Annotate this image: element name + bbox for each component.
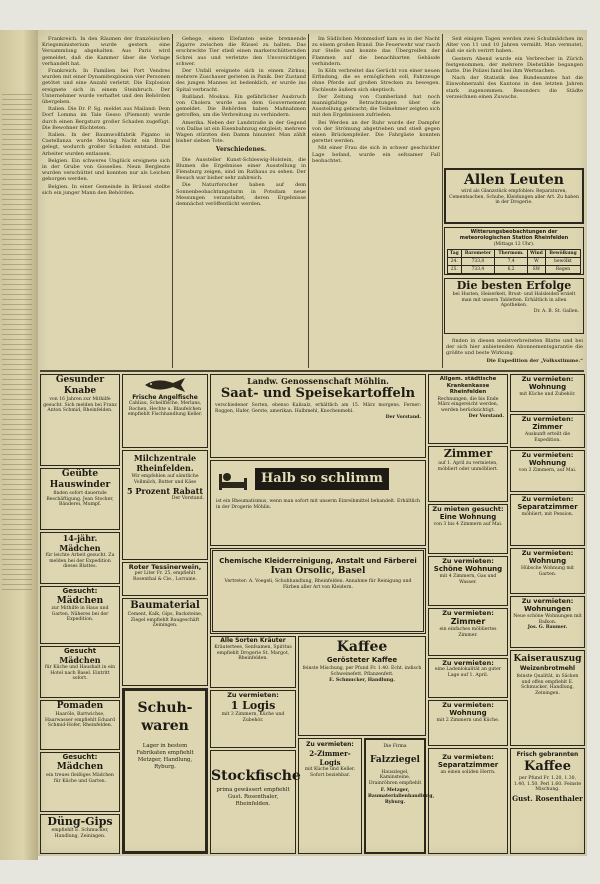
ad-wohnung: [428, 556, 508, 606]
news-paragraph: Der Zeitung von Cumberland hat noch mannigfaltige Betrachtungen über die Ausstellung gebracht; die Teilnehmer zeigten sich mit den Ergebnissen zufrieden.: [312, 93, 440, 119]
weather-grid: [447, 249, 581, 274]
ad-subtitle: Separatzimmer: [517, 503, 578, 511]
ad-body: Hübsche Wohnung mit Garten.: [520, 566, 575, 577]
ad-angelfische: [122, 374, 208, 448]
ad-title: Zu vermieten:: [521, 415, 574, 423]
ad-body: feinste Qualität, in Säcken und offen empfiehlt E. Schmucker, Handlung, Zeiningen.: [516, 674, 579, 696]
ad-body: Auskunft erteilt die Expedition.: [524, 432, 571, 443]
news-column-2: [176, 36, 306, 374]
ad-title: Allgem. städtische Krankenkasse Rheinfelden: [439, 376, 497, 396]
ad-body: zur Mithilfe in Haus und Garten. Näheres bei der Expedition.: [51, 606, 109, 623]
ad-title: Zu vermieten:: [521, 549, 574, 557]
ad-title: Stockfische: [211, 768, 301, 784]
ad-body: Lager in bestem Fabrikaten empfiehlt Metzger, Handlung, Ryburg.: [136, 743, 194, 770]
ad-kaiserauszug: [510, 650, 585, 746]
ad-subtitle: Zimmer: [532, 423, 563, 431]
ad-body: für Küche und Haushalt in ein Hotel nach Basel. Eintritt sofort.: [44, 665, 116, 682]
ad-duengips: [40, 814, 120, 854]
section-rule: [40, 370, 584, 372]
ad-baumaterial: [122, 598, 208, 686]
ad-milchzentrale: [122, 450, 208, 560]
ad-kaffee: [298, 636, 426, 736]
ad-beste-erfolge: [444, 278, 584, 334]
column-rule: [172, 34, 173, 368]
ad-subtitle: 2-Zimmer-Logis: [309, 749, 351, 767]
ad-title: Alle Sorten Kräuter: [220, 637, 286, 644]
ad-sign: Der Vorstand.: [385, 415, 421, 421]
ad-body: möbliert, mit Pension.: [521, 512, 574, 517]
weather-cell: 733,8: [461, 257, 495, 265]
ad-wohnung-2: [428, 700, 508, 746]
weather-cell: W: [527, 257, 545, 265]
ad-wohnung-gesucht: [428, 504, 508, 554]
ad-title: Zu vermieten:: [227, 691, 279, 699]
ad-maedchen-hotel: [40, 646, 120, 698]
ad-subtitle: Weizenbrotmehl: [519, 665, 576, 672]
ad-vermieten-5: [510, 548, 585, 594]
ad-body: mit Küche und Keller. Sofort beziehbar.: [304, 767, 356, 778]
ad-body: per Liter Fr. 25, empfiehlt Rosenthal & Cie., Lorraine.: [133, 571, 197, 582]
notice-expedition: [446, 338, 583, 370]
ad-subtitle: Mädchen: [56, 762, 104, 772]
ad-header-row: [211, 461, 425, 497]
ad-vermieten-4: [510, 494, 585, 546]
ad-body: Haaröle, Bartwichse, Haarwasser empfiehlt Eduard Schmid-Hofer, Rheinfelden.: [44, 712, 116, 729]
news-paragraph: Frankreich. In Familien bei Port Vendres wurden mit einer Dynamitexplosion vier Personen getötet und eine Anzahl verletzt. Die Explosion ereignete sich in einem Steinbruch. Der Unternehmer wurde verhaftet und den Behörden übergeben.: [42, 68, 170, 106]
news-paragraph: Rußland. Moskau. Ein gefährlicher Ausbruch von Cholera wurde aus dem Gouvernement gemeldet. Die Behörden haben Maßnahmen getroffen, um die Verbreitung zu verhindern.: [176, 93, 306, 119]
weather-subtitle: (Mittags 12 Uhr).: [493, 242, 535, 247]
bed-person-icon: [217, 464, 249, 494]
weather-header: Tag: [448, 249, 462, 257]
ad-separatzimmer: [428, 748, 508, 854]
ad-kaffee-2: [510, 748, 585, 854]
ad-title: Frische Angelfische: [132, 394, 198, 401]
ad-sign: Der Vorstand.: [468, 413, 504, 419]
ad-title: Halb so schlimm: [255, 468, 389, 490]
ad-title: Zimmer: [443, 447, 493, 460]
ad-title: Saat- und Speisekartoffeln: [220, 386, 416, 401]
ad-firm: Die Firma: [383, 744, 407, 749]
ad-title: Zu vermieten:: [521, 451, 574, 459]
ad-title: Zu vermieten:: [442, 609, 494, 617]
ad-title: Geübte Hauswinder: [49, 469, 111, 490]
column-rule: [442, 34, 443, 368]
ad-body: von 3 Zimmern, auf Mai.: [518, 468, 577, 473]
weather-header: Wind: [527, 249, 545, 257]
ad-allen-leuten: [444, 168, 584, 224]
ad-org: Landw. Genossenschaft Möhlin.: [247, 376, 389, 386]
news-paragraph: Die Naturforscher haben auf dem Sonnenbeobachtungsturm in Potsdam neue Messungen veranstaltet, deren Ergebnisse demnächst veröffentlicht werden.: [176, 182, 306, 208]
ad-body: Rechnungen, die bis Ende März eingereicht werden, werden berücksichtigt.: [437, 396, 499, 413]
ad-subtitle: Wohnungen: [524, 605, 571, 613]
weather-cell: 25.: [448, 265, 462, 273]
ad-body: eine Ladenlokalität an guter Lage auf 1. April.: [434, 667, 502, 678]
news-paragraph: Belgien. In einer Gemeinde in Brüssel stellte sich ein junger Mann den Behörden.: [42, 183, 170, 196]
ad-maedchen-14: [40, 532, 120, 584]
ad-subtitle: Wohnung: [528, 459, 567, 467]
ad-highlight: 5 Prozent Rabatt: [126, 486, 204, 497]
ad-title: Düng-Gips: [47, 815, 113, 828]
ad-sign: Gust. Rosenthaler: [512, 793, 583, 803]
ad-title: Zu vermieten:: [442, 659, 494, 667]
weather-cell: 733,4: [461, 265, 495, 273]
ad-subtitle: Separatzimmer: [437, 761, 499, 769]
ad-title: Zu vermieten:: [306, 741, 354, 748]
news-paragraph: Im Südlichen Mommsdorf kam es in der Nacht zu einem großen Brand. Die Feuerwehr war rasch zur Stelle und konnte das Übergreifen der Flammen auf die benachbarten Gebäude verhindern.: [312, 36, 440, 67]
ad-title: Allen Leuten: [464, 172, 564, 188]
ad-title: Falzziegel: [370, 754, 420, 765]
ad-body: mit 3 Zimmern, Küche und Zubehör.: [221, 712, 285, 723]
ad-subtitle: Wohnung: [528, 383, 567, 391]
news-column-4: [446, 36, 583, 114]
ad-subtitle: Gerösteter Kaffee: [326, 656, 398, 664]
weather-cell: bewölkt: [546, 257, 581, 265]
ad-pomaden: [40, 700, 120, 750]
ad-zimmer: [428, 446, 508, 502]
ad-zimmer-logis: [298, 738, 362, 854]
ad-subtitle: Wohnung: [528, 557, 567, 565]
ad-body: an einen soliden Herrn.: [440, 770, 496, 775]
ad-krankenkasse: [428, 374, 508, 444]
notice-sign: Die Expedition der „Volksstimme.“: [486, 357, 583, 364]
ad-title: Schuh-waren: [137, 700, 193, 734]
ad-body: verschiedener Sorten, ebenso Kalisalz, erhältlich am 15. März morgens. Ferner: Roggen, Hafer, Gerste, amerikan. Halbmehl, Knochenmehl.: [215, 403, 421, 414]
ad-sign: Dr. A. B. St. Gallen.: [533, 308, 579, 314]
ad-body: auf 1. April zu vermieten, möbliert oder unmöbliert.: [437, 461, 499, 472]
news-paragraph: Italien. In der Baumwollfabrik Pigamo in Castellanza wurde Montag Nacht ein Brand gelegt, wodurch großer Schaden entstand. Die Arbeiter wurden entlassen.: [42, 132, 170, 157]
news-paragraph: In Köln verbreitet das Gerücht von einer neuen Erfindung, die es ermöglichen soll, Fahrzeuge ohne Pferde auf großen Strecken zu bewegen. Fachleute äußern sich skeptisch.: [312, 68, 440, 93]
ad-falzziegel: [364, 738, 435, 854]
ad-body: von 3 bis 4 Zimmern auf Mai.: [433, 522, 503, 527]
ad-subtitle: 1 Logis: [230, 699, 276, 712]
news-paragraph: Amerika. Neben der Landstraße in der Gegend von Dallas ist ein Eisenbahnzug entgleist; mehrere Wagen stürzten den Damm hinunter. Man zählt bisher sieben Tote.: [176, 119, 306, 145]
ad-title: Pomaden: [56, 701, 104, 711]
ad-title: Gesucht:: [62, 753, 98, 761]
ad-body: wird als Glanzstück empfohlen: Reparaturen, Cementsachen, Schuhe, Kleidungen aller Art. Zu haben in der Drogerie.: [449, 189, 579, 206]
ad-saatkartoffeln: [210, 374, 426, 458]
ad-kraeuter: [210, 636, 296, 688]
ad-body: für leichte Arbeit gesucht. Zu melden bei der Expedition dieses Blattes.: [45, 553, 115, 570]
column-rule: [308, 34, 309, 368]
ad-title: Zu vermieten:: [521, 597, 574, 605]
weather-title: Witterungsbeobachtungen der meteorologischen Station Rheinfelden: [459, 229, 569, 241]
ad-title: Kaffee: [336, 639, 388, 655]
ad-body: prima gewässert empfiehlt Gust. Rosenthaler, Rheinfelden.: [216, 787, 290, 807]
ad-body: ein treues fleißiges Mädchen für Küche und Garten.: [46, 773, 114, 784]
notice-text: finden in diesen meistverbreiteten Blatte und bei der sich hier anbietenden Abonnementsgarantie die größte und beste Wirkung.: [446, 338, 583, 357]
weather-header: Barometer: [461, 249, 495, 257]
ad-title: Zu vermieten:: [442, 753, 494, 761]
ad-body: Hausziegel, Kaminsteine, Drainröhren empfiehlt: [368, 769, 422, 786]
weather-cell: Regen: [546, 265, 581, 273]
ad-body: Vertreter: A. Voegeli, Schuhhandlung, Rheinfelden. Annahme für Reinigung und Färben aller Art von Kleidern.: [224, 579, 412, 590]
ad-firm: Ivan Orsolic, Basel: [270, 566, 366, 576]
ad-body: Wir empfehlen auf sämtliche Vollmilch, Butter und Käse: [131, 474, 199, 485]
news-paragraph: Italien. Die Dr. P. Sg. meldet aus Mailand: Dem Dorf Lomma im Tale Gesso (Piemont) wurde durch einen Bergsturz großer Schaden zugefügt. Die Bewohner flüchteten.: [42, 106, 170, 131]
ad-title: Zu vermieten:: [442, 557, 494, 565]
ad-subtitle: Eine Wohnung: [439, 513, 497, 521]
table-row: [448, 265, 581, 273]
ad-body: feinste Mischung, per Pfund Fr. 1.40. Echt. indisch Schweinefett. Pflanzenfett.: [302, 666, 422, 677]
ad-title: Kaiserauszug: [513, 654, 582, 664]
ad-body: ist ein Rheumatismus, wenn man sofort mit unserm Einreibmittel behandelt. Erhältlich in der Drogerie Möhlin.: [216, 499, 420, 510]
ad-vermieten-3: [510, 450, 585, 492]
ad-sign: Jos. G. Baumer.: [527, 625, 568, 631]
news-paragraph: Gestern Abend wurde ein Verbrecher in Zürich festgenommen, der mehrere Diebstähle begangen hatte. Die Polizei fand bei ihm Wertsachen.: [446, 55, 583, 75]
ad-body: Cabliau, Schellfische, Merlans, Rochen, Hechte u. Blaufelchen empfiehlt Fischhandlung Keller.: [127, 401, 203, 418]
ad-body: bei Husten, Heiserkeit, Brust- und Halsleiden erzielt man mit unsern Tabletten. Erhältlich in allen Apotheken.: [452, 292, 576, 309]
weather-table: [444, 227, 584, 275]
news-paragraph: Bei Werden an der Ruhr wurde der Dampfer von der Strömung abgetrieben und stieß gegen einen Brückenpfeiler. Die Fahrgäste konnten gerettet werden.: [312, 119, 440, 145]
ad-body: empfiehlt E. Schmucker, Handlung, Zeiningen.: [51, 828, 109, 839]
ad-laden: [428, 658, 508, 698]
ad-stockfische: [210, 750, 301, 854]
weather-cell: SW: [527, 265, 545, 273]
ad-body: finden sofort dauernde Beschäftigung. Jean Stocker, Bänderei, Mumpf.: [46, 491, 114, 508]
ad-title: Die besten Erfolge: [456, 279, 572, 292]
ad-body: Cement, Kalk, Gips, Backsteine, Ziegel empfiehlt Baugeschäft Zeiningen.: [127, 612, 203, 629]
ad-vermieten-2: [510, 414, 585, 448]
news-paragraph: Mit einer Frau die sich in schwer geschickter Lage befand, wurde ein seltsamer Fall beobachtet.: [312, 145, 440, 164]
weather-header: Bewölkung: [546, 249, 581, 257]
ad-gesunder-knabe: [40, 374, 120, 466]
ad-body: per Pfund Fr. 1.20, 1.30, 1.40, 1.50. Perl 1.60. Feinste Mischung.: [513, 776, 582, 793]
weather-cell: 6,2: [495, 265, 528, 273]
ad-subtitle: Schöne Wohnung: [433, 565, 503, 573]
ad-sign: Der Vorstand.: [171, 496, 204, 502]
ad-tessinerwein: [122, 562, 208, 596]
ad-maedchen-gesucht-2: [40, 752, 120, 812]
ad-title: Milchzentrale Rheinfelden.: [133, 453, 197, 473]
ad-title: Gesunder Knabe: [55, 375, 105, 396]
ad-subtitle: Wohnung: [449, 709, 487, 717]
ad-hauswinder: [40, 468, 120, 530]
ad-body: von 16 Jahren zur Mithilfe gesucht. Sich melden bei Franz Anton Schmid, Rheinfelden.: [43, 397, 117, 414]
ad-title: Gesucht:: [62, 587, 98, 595]
ad-vermieten-6: [510, 596, 585, 648]
ad-subtitle: Mädchen: [56, 596, 104, 606]
ad-title: 14-jähr. Mädchen: [59, 533, 101, 553]
newspaper-page: [38, 30, 587, 856]
ad-title: Chemische Kleiderreinigung, Anstalt und Färberei: [219, 557, 417, 565]
weather-cell: 24.: [448, 257, 462, 265]
ad-body: Neue schöne Wohnungen mit Balkon.: [513, 614, 582, 625]
news-column-3: [312, 36, 440, 374]
section-heading: Verschiedenes.: [215, 146, 267, 154]
ad-title: Zu vermieten:: [521, 495, 574, 503]
ad-subtitle: Frisch gebrannten: [516, 751, 579, 758]
ad-sign: E. Schmucker, Handlung.: [329, 678, 395, 684]
weather-cell: 7,4: [495, 257, 528, 265]
ad-body: mit Küche und Zubehör.: [519, 392, 576, 397]
ad-title: Baumaterial: [130, 600, 200, 611]
ad-vermieten-1: [510, 374, 585, 412]
ad-title: Zu mieten gesucht:: [432, 505, 504, 513]
ad-maedchen-gesucht: [40, 586, 120, 644]
ad-title: Gesucht: [63, 647, 97, 655]
ad-subtitle: Mädchen: [59, 655, 101, 665]
weather-header: Thermom.: [495, 249, 528, 257]
news-paragraph: Frankreich. In den Räumen der französischen Kriegsministerium wurde gestern eine Versammlung abgehalten. Aus Paris wird gemeldet, daß die Kammer über die Vorlage verhandelt hat.: [42, 36, 170, 67]
news-paragraph: Die Aussteller Kunst-Schleswig-Holstein, die Blumen die Ergebnisse einer Ausstellung in Flensburg zeigen, sind im Rathaus zu sehen. Der Besuch war bisher sehr zahlreich.: [176, 156, 306, 182]
news-paragraph: Gehege, einem Elefanten seine brennende Zigarre zwischen die Rüssel zu halten. Das erschreckte Tier stieß einen markerschütternden Schrei aus und verletzte den Unvorsichtigen schwer.: [176, 36, 306, 67]
ad-body: Kräutertees, Senfsamen, Spiritus empfiehlt Drogerie St. Margot, Rheinfelden.: [214, 645, 292, 662]
news-column-1: [42, 36, 170, 374]
ad-title: Kaffee: [524, 759, 571, 774]
ad-logis: [210, 690, 296, 748]
table-row: [448, 257, 581, 265]
ad-sign: F. Metzger, Baumaterialienhandlung, Ryburg.: [368, 788, 435, 805]
news-paragraph: Der Unfall ereignete sich in einem Zirkus; mehrere Zuschauer gerieten in Panik. Der Zustand des jungen Mannes ist bedenklich, er wurde ins Spital verbracht.: [176, 68, 306, 93]
ad-schuhwaren: [122, 688, 208, 854]
ad-body: ein einfaches möbliertes Zimmer.: [439, 627, 497, 638]
ad-kleiderreinigung: [210, 548, 426, 634]
ad-title: Roter Tessinerwein,: [128, 563, 202, 571]
fish-icon: [143, 377, 187, 393]
news-paragraph: Belgien. Ein schweres Unglück ereignete sich in der Grube von Gosselies. Neun Bergleute wurden verschüttet und konnten nur als Leichen geborgen werden.: [42, 157, 170, 183]
news-paragraph: Seit einigen Tagen werden zwei Schulmädchen im Alter von 11 und 10 Jahren vermißt. Man vermutet, daß sie sich verirrt haben.: [446, 36, 583, 55]
ad-title: Zu vermieten:: [521, 375, 574, 383]
ad-halb-so-schlimm: [210, 460, 426, 546]
ad-title: Zu vermieten:: [442, 701, 494, 709]
left-page-gutter: [0, 30, 38, 860]
news-paragraph: Nach der Statistik des Bundesamtes hat die Einwohnerzahl des Kantons in den letzten Jahren stark zugenommen. Besonders die Städte verzeichnen einen Zuwachs.: [446, 75, 583, 100]
ad-zimmer-2: [428, 608, 508, 656]
ad-body: mit 4 Zimmern, Gas und Wasser.: [439, 574, 497, 585]
gutter-text-lines: [2, 90, 32, 594]
ad-subtitle: Zimmer: [450, 617, 486, 626]
ad-body: mit 2 Zimmern und Küche.: [436, 718, 500, 723]
